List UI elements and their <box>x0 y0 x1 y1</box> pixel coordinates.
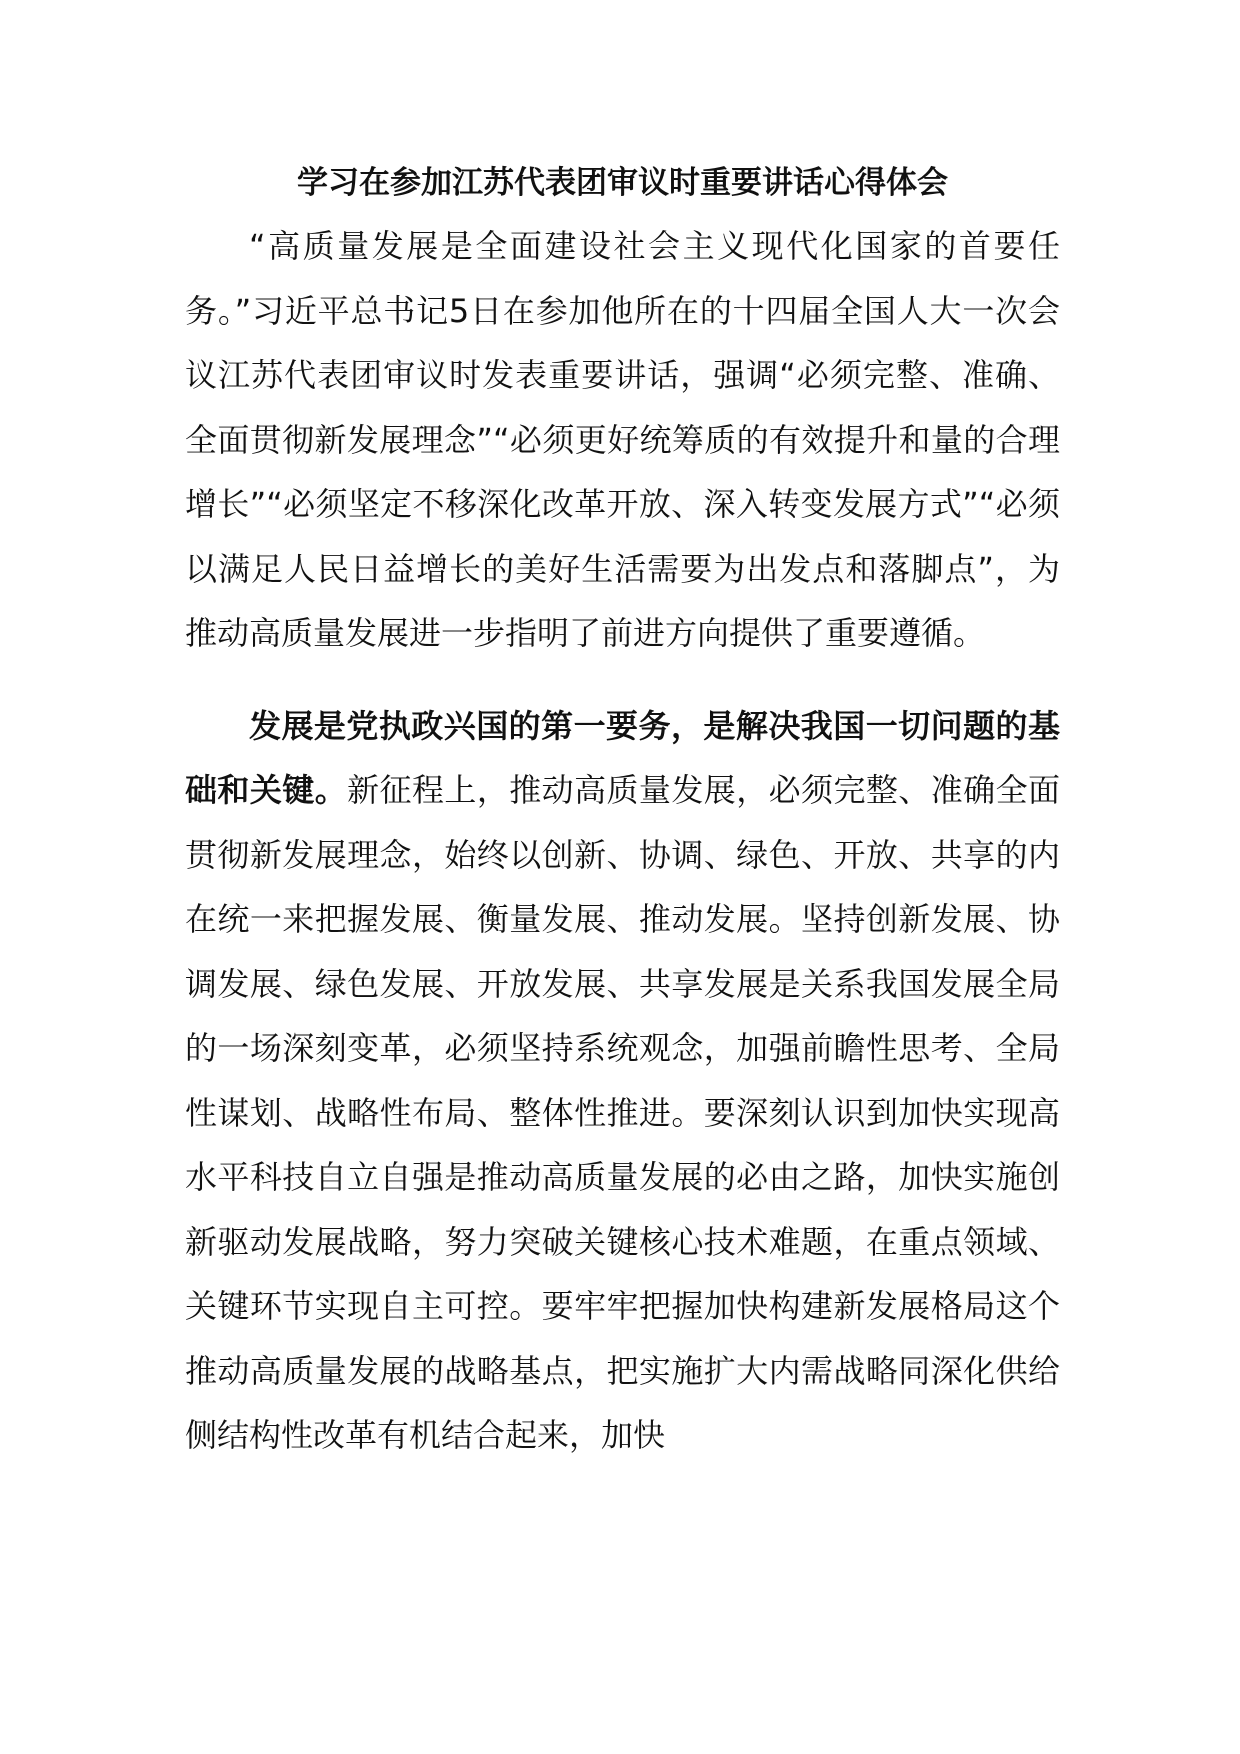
document-title: 学习在参加江苏代表团审议时重要讲话心得体会 <box>297 165 948 201</box>
paragraph-2-body: 新征程上，推动高质量发展，必须完整、准确全面贯彻新发展理念，始终以创新、协调、绿色、开放、共享的内在统一来把握发展、衡量发展、推动发展。坚持创新发展、协调发展、绿色发展、开放发展、共享发展是关系我国发展全局的一场深刻变革，必须坚持系统观念，加强前瞻性思考、全局性谋划、战略性布局、整体性推进。要深刻认识到加快实现高水平科技自立自强是推动高质量发展的必由之路，加快实施创新驱动发展战略，努力突破关键核心技术难题，在重点领域、关键环节实现自主可控。要牢牢把握加快构建新发展格局这个推动高质量发展的战略基点，把实施扩大内需战略同深化供给侧结构性改革有机结合起来，加快 <box>185 771 1060 1454</box>
paragraph-1: “高质量发展是全面建设社会主义现代化国家的首要任务。”习近平总书记5日在参加他所在的十四届全国人大一次会议江苏代表团审议时发表重要讲话，强调“必须完整、准确、全面贯彻新发展理念”“必须更好统筹质的有效提升和量的合理增长”“必须坚定不移深化改革开放、深入转变发展方式”“必须以满足人民日益增长的美好生活需要为出发点和落脚点”，为推动高质量发展进一步指明了前进方向提供了重要遵循。 <box>185 227 1060 652</box>
paragraph-2-lead: 发展是党执政兴国的第一要务，是解决我国一切问题的基础和关键。 <box>185 706 1060 809</box>
paragraph-2 <box>185 694 1060 1468</box>
document-page <box>185 160 1060 1468</box>
